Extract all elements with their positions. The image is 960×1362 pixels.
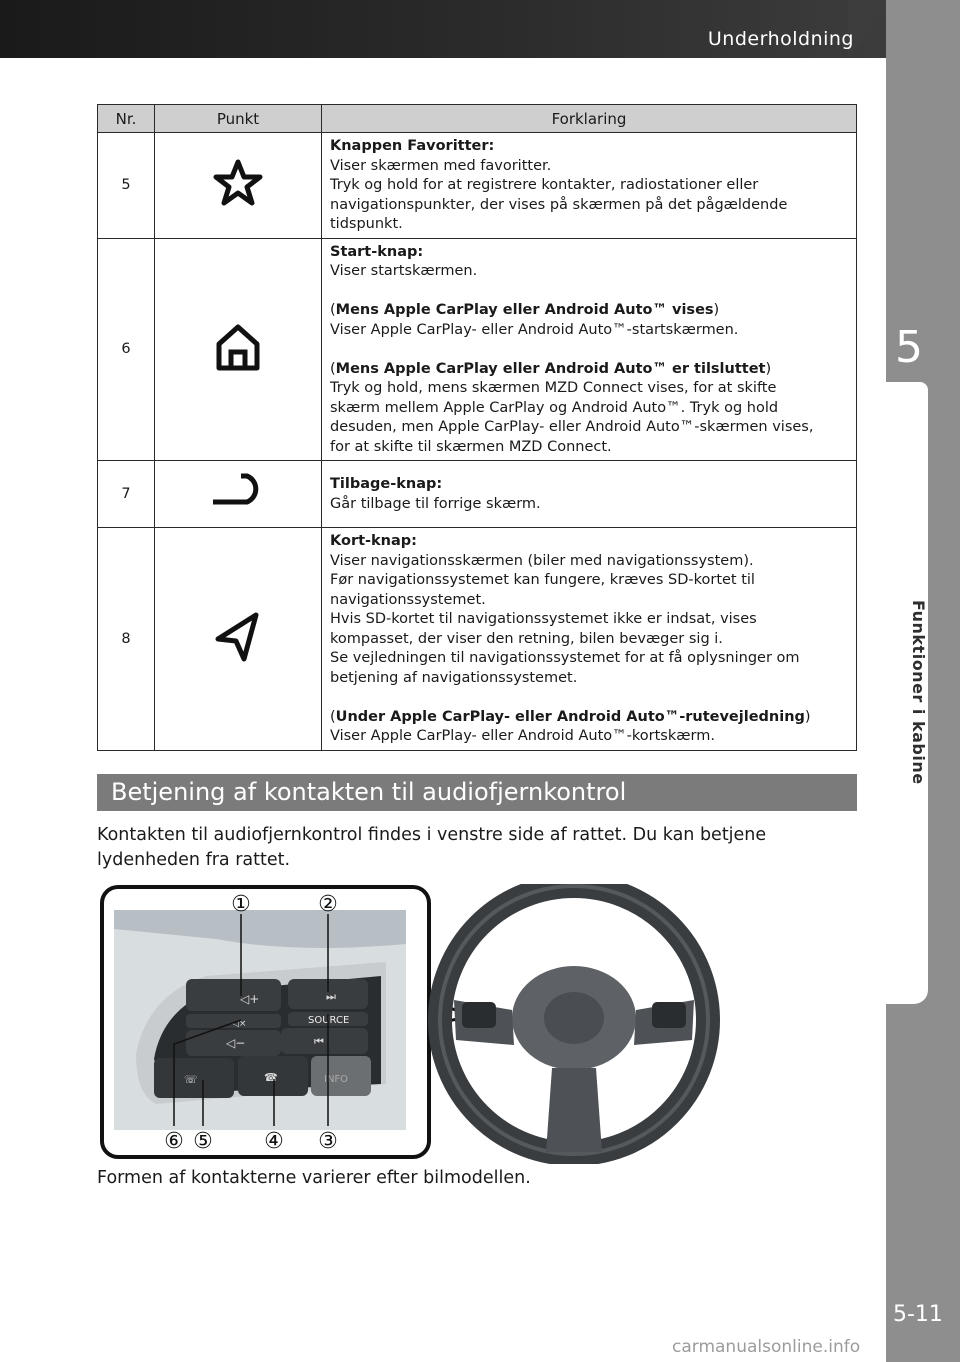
home-icon bbox=[215, 322, 261, 372]
description-line: betjening af navigationssystemet. bbox=[330, 669, 578, 686]
description-line: Viser Apple CarPlay- eller Android Auto™-startskærmen. bbox=[330, 321, 739, 338]
row-description bbox=[322, 461, 857, 528]
table-row bbox=[98, 528, 857, 751]
description-line: navigationssystemet. bbox=[330, 591, 486, 608]
watermark: carmanualsonline.info bbox=[672, 1337, 861, 1357]
row-description bbox=[322, 133, 857, 239]
info-label: INFO bbox=[324, 1074, 349, 1085]
page-number: 5-11 bbox=[893, 1302, 943, 1327]
callout-5: ⑤ bbox=[193, 1129, 213, 1154]
header-bar-edge bbox=[848, 0, 888, 58]
section-title: Betjening af kontakten til audiofjernkontrol bbox=[111, 778, 627, 806]
description-line: desuden, men Apple CarPlay- eller Android Auto™-skærmen vises, bbox=[330, 419, 814, 435]
description-line: Viser skærmen med favoritter. bbox=[330, 157, 552, 174]
description-line: Tryk og hold, mens skærmen MZD Connect vises, for at skifte bbox=[330, 380, 777, 396]
description-line: Tryk og hold for at registrere kontakter, radiostationer eller bbox=[330, 177, 759, 193]
back-icon bbox=[205, 472, 271, 512]
section-heading bbox=[97, 774, 857, 811]
chapter-number: 5 bbox=[895, 322, 923, 373]
condition-text: Under Apple CarPlay- eller Android Auto™-rutevejledning bbox=[335, 708, 805, 725]
description-line: Se vejledningen til navigationssystemet for at få oplysninger om bbox=[330, 650, 800, 666]
description-line: Viser Apple CarPlay- eller Android Auto™-kortskærm. bbox=[330, 728, 715, 744]
callout-6: ⑥ bbox=[164, 1129, 184, 1154]
table-row bbox=[98, 461, 857, 528]
svg-text:◁−: ◁− bbox=[226, 1036, 246, 1050]
table-row bbox=[98, 238, 857, 461]
volume-up-button bbox=[186, 979, 281, 1011]
svg-text:☏: ☏ bbox=[184, 1073, 198, 1086]
description-line: skærm mellem Apple CarPlay og Android Auto™. Tryk og hold bbox=[330, 399, 779, 416]
row-number: 6 bbox=[98, 238, 155, 461]
steering-wheel-figure bbox=[96, 884, 776, 1164]
callout-2: ② bbox=[318, 892, 338, 917]
description-line: tidspunkt. bbox=[330, 216, 403, 232]
row-icon-cell bbox=[155, 133, 322, 239]
row-icon-cell bbox=[155, 238, 322, 461]
description-line: for at skifte til skærmen MZD Connect. bbox=[330, 438, 612, 455]
callout-4: ④ bbox=[264, 1129, 284, 1154]
condition-text: Mens Apple CarPlay eller Android Auto™ vises bbox=[335, 302, 714, 318]
intro-line: lydenheden fra rattet. bbox=[97, 850, 291, 870]
table-header-row bbox=[98, 105, 857, 133]
condition-heading: (Under Apple CarPlay- eller Android Auto™-rutevejledning) bbox=[330, 708, 811, 725]
row-number: 7 bbox=[98, 461, 155, 528]
condition-text: Mens Apple CarPlay eller Android Auto™ er tilsluttet bbox=[335, 360, 766, 377]
description-line: Hvis SD-kortet til navigationssystemet ikke er indsat, vises bbox=[330, 611, 757, 627]
item-title: Kort-knap: bbox=[330, 533, 417, 549]
svg-text:⏮: ⏮ bbox=[314, 1035, 324, 1048]
row-icon-cell bbox=[155, 461, 322, 528]
column-header-nr: Nr. bbox=[98, 105, 155, 133]
table-row bbox=[98, 133, 857, 239]
svg-text:◁+: ◁+ bbox=[240, 992, 260, 1006]
description-line: Før navigationssystemet kan fungere, kræves SD-kortet til bbox=[330, 572, 755, 588]
navigation-arrow-icon bbox=[214, 611, 262, 663]
condition-heading: (Mens Apple CarPlay eller Android Auto™ er tilsluttet) bbox=[330, 360, 772, 377]
controls-table bbox=[97, 104, 857, 751]
description-line: kompasset, der viser den retning, bilen bevæger sig i. bbox=[330, 630, 723, 647]
description-line: navigationspunkter, der vises på skærmen på det pågældende bbox=[330, 196, 788, 213]
row-number: 8 bbox=[98, 528, 155, 751]
item-title: Start-knap: bbox=[330, 243, 424, 260]
source-label: SOURCE bbox=[308, 1015, 350, 1026]
figure-caption: Formen af kontakterne varierer efter bilmodellen. bbox=[97, 1168, 531, 1188]
section-intro bbox=[97, 823, 817, 873]
page-header-title: Underholdning bbox=[707, 28, 854, 50]
description-line: Viser navigationsskærmen (biler med navigationssystem). bbox=[330, 552, 754, 569]
svg-text:◁×: ◁× bbox=[232, 1019, 247, 1029]
row-number: 5 bbox=[98, 133, 155, 239]
steering-wheel bbox=[440, 886, 708, 1154]
row-description bbox=[322, 528, 857, 751]
item-title: Knappen Favoritter: bbox=[330, 138, 495, 154]
chapter-label: Funktioner i kabine bbox=[909, 600, 928, 785]
item-title: Tilbage-knap: bbox=[330, 476, 443, 492]
seek-down-button bbox=[281, 1028, 368, 1054]
row-icon-cell bbox=[155, 528, 322, 751]
star-icon bbox=[212, 158, 264, 208]
column-header-punkt: Punkt bbox=[155, 105, 322, 133]
svg-text:⏭: ⏭ bbox=[326, 990, 336, 1003]
row-description bbox=[322, 238, 857, 461]
svg-text:☎: ☎ bbox=[264, 1071, 278, 1084]
callout-1: ① bbox=[231, 892, 251, 917]
description-line: Går tilbage til forrige skærm. bbox=[330, 495, 541, 512]
condition-heading: (Mens Apple CarPlay eller Android Auto™ vises) bbox=[330, 302, 720, 318]
intro-line: Kontakten til audiofjernkontrol findes i venstre side af rattet. Du kan betjene bbox=[97, 825, 767, 845]
description-line: Viser startskærmen. bbox=[330, 263, 478, 279]
callout-3: ③ bbox=[318, 1129, 338, 1154]
column-header-forklaring: Forklaring bbox=[322, 105, 857, 133]
